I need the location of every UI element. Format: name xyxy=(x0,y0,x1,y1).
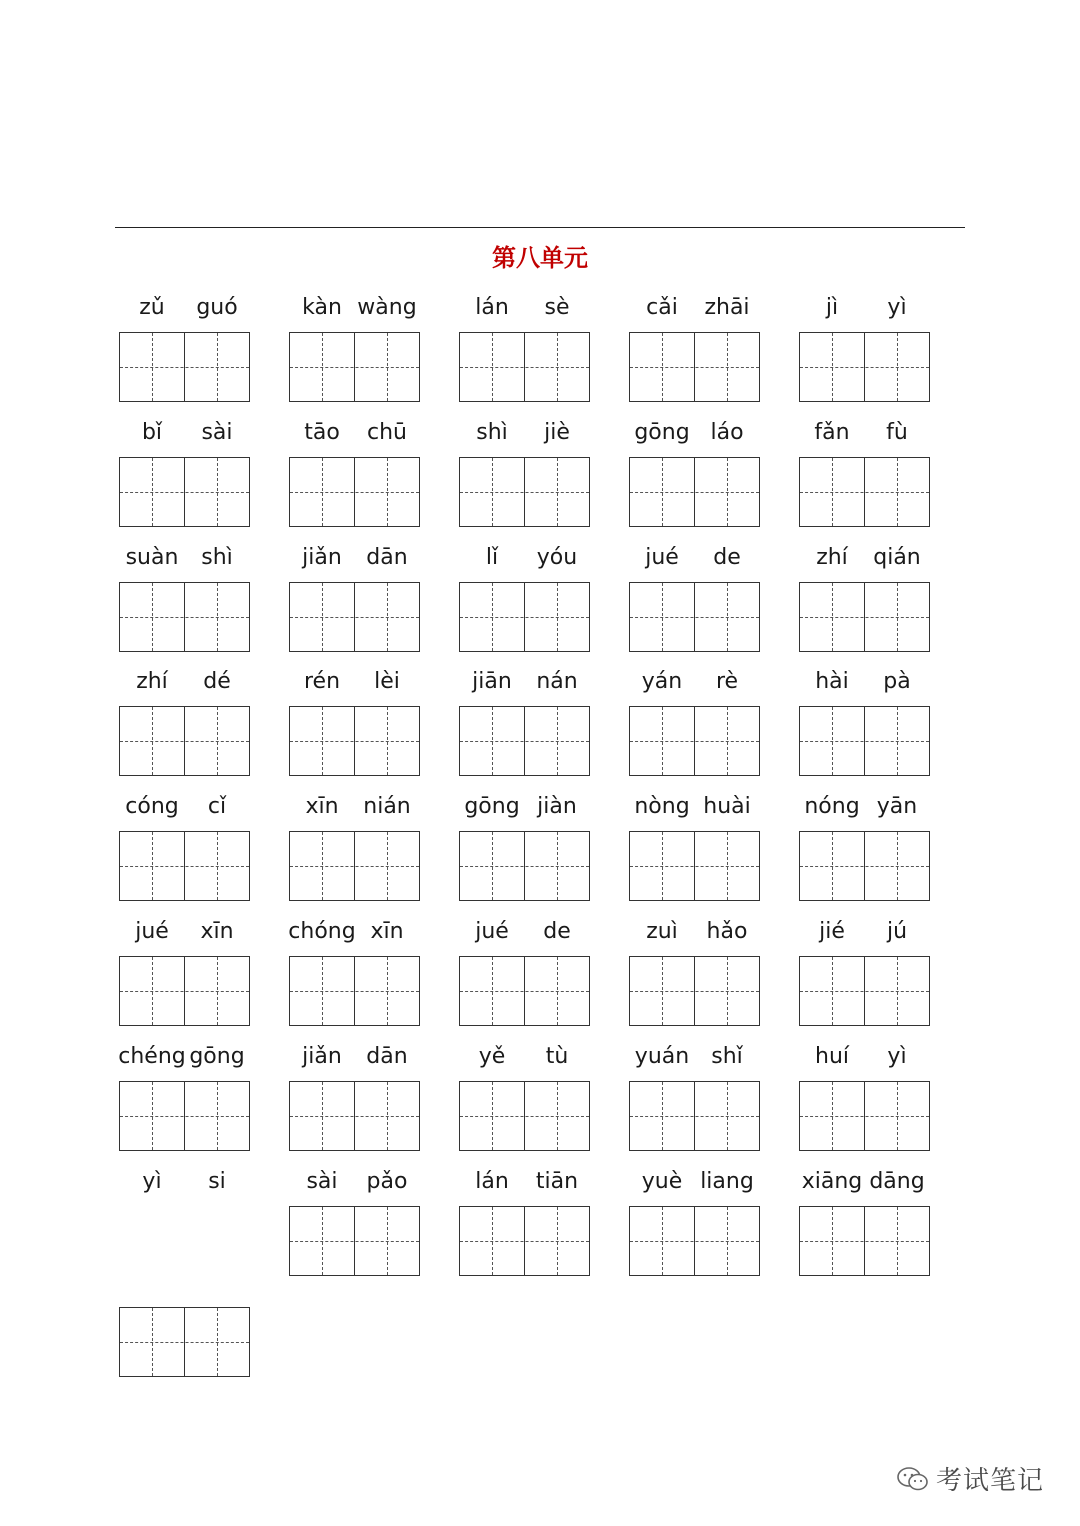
grid-guide-line xyxy=(492,1207,493,1275)
grid-guide-line xyxy=(630,991,759,992)
grid-guide-line xyxy=(897,333,898,401)
grid-guide-line xyxy=(630,492,759,493)
pinyin-syllable: hài xyxy=(815,669,849,694)
unit-title: 第八单元 xyxy=(492,244,588,272)
writing-box[interactable] xyxy=(289,706,420,776)
grid-guide-line xyxy=(492,707,493,775)
grid-guide-line xyxy=(897,707,898,775)
pinyin-syllable: jué xyxy=(475,919,509,944)
pinyin-syllable: kàn xyxy=(302,295,342,320)
grid-guide-line xyxy=(152,832,153,900)
grid-guide-line xyxy=(662,458,663,526)
pinyin-syllable: yān xyxy=(876,794,918,819)
grid-guide-line xyxy=(152,1082,153,1150)
writing-box[interactable] xyxy=(459,582,590,652)
writing-box[interactable] xyxy=(459,457,590,527)
writing-box[interactable] xyxy=(119,956,250,1026)
pinyin-syllable: chóng xyxy=(288,919,356,944)
pinyin-syllable: xīn xyxy=(200,919,234,944)
grid-guide-line xyxy=(120,1342,249,1343)
writing-box[interactable] xyxy=(119,1081,250,1151)
grid-guide-line xyxy=(460,991,589,992)
pinyin-syllable: de xyxy=(543,919,571,944)
grid-guide-line xyxy=(290,991,419,992)
grid-guide-line xyxy=(217,832,218,900)
grid-guide-line xyxy=(152,707,153,775)
pinyin-syllable: yuán xyxy=(634,1044,690,1069)
writing-box[interactable] xyxy=(629,582,760,652)
pinyin-syllable: pà xyxy=(883,669,911,694)
grid-guide-line xyxy=(832,583,833,651)
writing-box[interactable] xyxy=(289,831,420,901)
grid-guide-line xyxy=(217,707,218,775)
grid-guide-line xyxy=(460,1241,589,1242)
writing-box[interactable] xyxy=(289,956,420,1026)
grid-guide-line xyxy=(290,1241,419,1242)
pinyin-syllable: jiǎn xyxy=(302,545,342,570)
pinyin-syllable: sài xyxy=(306,1169,338,1194)
grid-guide-line xyxy=(832,957,833,1025)
writing-box[interactable] xyxy=(629,831,760,901)
grid-guide-line xyxy=(460,617,589,618)
grid-guide-line xyxy=(727,583,728,651)
grid-guide-line xyxy=(217,583,218,651)
pinyin-syllable: rè xyxy=(715,669,739,694)
wechat-icon xyxy=(896,1465,930,1493)
top-rule xyxy=(115,227,965,228)
grid-guide-line xyxy=(832,458,833,526)
grid-guide-line xyxy=(290,866,419,867)
pinyin-syllable: xīn xyxy=(370,919,404,944)
grid-guide-line xyxy=(727,957,728,1025)
pinyin-syllable: dān xyxy=(366,1044,408,1069)
pinyin-syllable: chéng xyxy=(118,1044,186,1069)
grid-guide-line xyxy=(492,957,493,1025)
writing-box[interactable] xyxy=(629,332,760,402)
pinyin-syllable: nán xyxy=(536,669,578,694)
pinyin-syllable: yì xyxy=(887,295,907,320)
pinyin-syllable: tāo xyxy=(304,420,340,445)
pinyin-syllable: zhí xyxy=(816,545,848,570)
writing-box[interactable] xyxy=(799,706,930,776)
writing-box[interactable] xyxy=(119,706,250,776)
grid-guide-line xyxy=(800,1116,929,1117)
pinyin-syllable: lán xyxy=(475,1169,509,1194)
pinyin-syllable: nián xyxy=(363,794,411,819)
pinyin-syllable: yě xyxy=(478,1044,506,1069)
grid-guide-line xyxy=(557,583,558,651)
watermark-text: 考试笔记 xyxy=(936,1466,1045,1496)
grid-guide-line xyxy=(662,1207,663,1275)
pinyin-syllable: pǎo xyxy=(366,1169,408,1194)
pinyin-syllable: jì xyxy=(825,295,839,320)
grid-guide-line xyxy=(727,333,728,401)
grid-guide-line xyxy=(492,583,493,651)
grid-guide-line xyxy=(727,1082,728,1150)
pinyin-syllable: yóu xyxy=(536,545,578,570)
grid-guide-line xyxy=(662,1082,663,1150)
grid-guide-line xyxy=(120,1116,249,1117)
grid-guide-line xyxy=(800,492,929,493)
pinyin-syllable: zhí xyxy=(136,669,168,694)
pinyin-syllable: sè xyxy=(544,295,570,320)
grid-guide-line xyxy=(322,458,323,526)
grid-guide-line xyxy=(557,1207,558,1275)
grid-guide-line xyxy=(120,991,249,992)
pinyin-syllable: jué xyxy=(645,545,679,570)
grid-guide-line xyxy=(290,617,419,618)
grid-guide-line xyxy=(662,832,663,900)
pinyin-syllable: bǐ xyxy=(141,420,163,445)
grid-guide-line xyxy=(662,707,663,775)
grid-guide-line xyxy=(557,458,558,526)
grid-guide-line xyxy=(800,1241,929,1242)
grid-guide-line xyxy=(832,1082,833,1150)
grid-guide-line xyxy=(120,492,249,493)
grid-guide-line xyxy=(727,832,728,900)
grid-guide-line xyxy=(120,866,249,867)
pinyin-syllable: cǎi xyxy=(646,295,678,320)
grid-guide-line xyxy=(217,1308,218,1376)
pinyin-syllable: shì xyxy=(476,420,508,445)
pinyin-syllable: dān xyxy=(366,545,408,570)
grid-guide-line xyxy=(662,583,663,651)
pinyin-syllable: jué xyxy=(135,919,169,944)
pinyin-syllable: huí xyxy=(815,1044,849,1069)
grid-guide-line xyxy=(290,741,419,742)
grid-guide-line xyxy=(897,1207,898,1275)
pinyin-syllable: yì xyxy=(142,1169,162,1194)
grid-guide-line xyxy=(322,832,323,900)
grid-guide-line xyxy=(557,333,558,401)
writing-box[interactable] xyxy=(459,956,590,1026)
writing-box[interactable] xyxy=(629,1206,760,1276)
grid-guide-line xyxy=(800,991,929,992)
grid-guide-line xyxy=(217,333,218,401)
grid-guide-line xyxy=(492,1082,493,1150)
pinyin-syllable: fù xyxy=(886,420,908,445)
pinyin-syllable: jiān xyxy=(472,669,512,694)
watermark xyxy=(896,1460,1044,1497)
pinyin-syllable: cǐ xyxy=(207,794,227,819)
writing-box[interactable] xyxy=(459,1081,590,1151)
pinyin-syllable: lǐ xyxy=(485,545,499,570)
pinyin-syllable: si xyxy=(208,1169,226,1194)
writing-box[interactable] xyxy=(799,332,930,402)
pinyin-syllable: lèi xyxy=(374,669,400,694)
pinyin-syllable: shǐ xyxy=(711,1044,743,1069)
grid-guide-line xyxy=(460,1116,589,1117)
pinyin-syllable: suàn xyxy=(125,545,179,570)
writing-box[interactable] xyxy=(289,582,420,652)
writing-box[interactable] xyxy=(459,332,590,402)
writing-box[interactable] xyxy=(119,582,250,652)
writing-box[interactable] xyxy=(799,1081,930,1151)
grid-guide-line xyxy=(152,583,153,651)
writing-box[interactable] xyxy=(119,1307,250,1377)
grid-guide-line xyxy=(630,367,759,368)
pinyin-syllable: yì xyxy=(887,1044,907,1069)
pinyin-syllable: chū xyxy=(367,420,407,445)
grid-guide-line xyxy=(387,832,388,900)
grid-guide-line xyxy=(630,1241,759,1242)
grid-guide-line xyxy=(832,333,833,401)
grid-guide-line xyxy=(120,741,249,742)
writing-box[interactable] xyxy=(629,457,760,527)
grid-guide-line xyxy=(800,617,929,618)
pinyin-syllable: huài xyxy=(703,794,751,819)
grid-guide-line xyxy=(630,617,759,618)
pinyin-syllable: gōng xyxy=(464,794,520,819)
grid-guide-line xyxy=(387,707,388,775)
pinyin-syllable: dé xyxy=(203,669,231,694)
pinyin-syllable: zhāi xyxy=(704,295,750,320)
grid-guide-line xyxy=(322,707,323,775)
writing-box[interactable] xyxy=(119,457,250,527)
grid-guide-line xyxy=(557,1082,558,1150)
grid-guide-line xyxy=(387,1082,388,1150)
grid-guide-line xyxy=(290,1116,419,1117)
writing-box[interactable] xyxy=(459,831,590,901)
grid-guide-line xyxy=(290,367,419,368)
writing-box[interactable] xyxy=(119,332,250,402)
grid-guide-line xyxy=(120,367,249,368)
grid-guide-line xyxy=(630,741,759,742)
pinyin-syllable: jiàn xyxy=(537,794,577,819)
grid-guide-line xyxy=(460,367,589,368)
pinyin-syllable: jiè xyxy=(544,420,570,445)
pinyin-syllable: cóng xyxy=(125,794,179,819)
writing-box[interactable] xyxy=(459,706,590,776)
grid-guide-line xyxy=(897,957,898,1025)
grid-guide-line xyxy=(727,458,728,526)
grid-guide-line xyxy=(322,1207,323,1275)
pinyin-syllable: nòng xyxy=(634,794,690,819)
pinyin-syllable: jiǎn xyxy=(302,1044,342,1069)
grid-guide-line xyxy=(492,333,493,401)
pinyin-syllable: gōng xyxy=(189,1044,245,1069)
pinyin-syllable: yuè xyxy=(641,1169,683,1194)
pinyin-syllable: wàng xyxy=(357,295,417,320)
grid-guide-line xyxy=(217,957,218,1025)
pinyin-syllable: láo xyxy=(710,420,744,445)
grid-guide-line xyxy=(152,458,153,526)
pinyin-syllable: lán xyxy=(475,295,509,320)
pinyin-syllable: xiāng xyxy=(801,1169,863,1194)
writing-box[interactable] xyxy=(799,457,930,527)
grid-guide-line xyxy=(120,617,249,618)
pinyin-syllable: zuì xyxy=(646,919,678,944)
writing-box[interactable] xyxy=(289,1206,420,1276)
writing-box[interactable] xyxy=(629,956,760,1026)
grid-guide-line xyxy=(460,866,589,867)
grid-guide-line xyxy=(322,957,323,1025)
grid-guide-line xyxy=(897,1082,898,1150)
grid-guide-line xyxy=(492,832,493,900)
grid-guide-line xyxy=(897,583,898,651)
writing-box[interactable] xyxy=(119,831,250,901)
writing-box[interactable] xyxy=(629,706,760,776)
writing-box[interactable] xyxy=(459,1206,590,1276)
grid-guide-line xyxy=(800,866,929,867)
grid-guide-line xyxy=(800,741,929,742)
grid-guide-line xyxy=(832,1207,833,1275)
grid-guide-line xyxy=(152,957,153,1025)
grid-guide-line xyxy=(662,957,663,1025)
writing-box[interactable] xyxy=(289,332,420,402)
grid-guide-line xyxy=(727,1207,728,1275)
grid-guide-line xyxy=(387,333,388,401)
pinyin-syllable: hǎo xyxy=(706,919,748,944)
pinyin-syllable: qián xyxy=(873,545,921,570)
pinyin-syllable: rén xyxy=(303,669,341,694)
grid-guide-line xyxy=(832,832,833,900)
grid-guide-line xyxy=(152,333,153,401)
grid-guide-line xyxy=(217,1082,218,1150)
writing-box[interactable] xyxy=(799,831,930,901)
grid-guide-line xyxy=(557,707,558,775)
grid-guide-line xyxy=(897,458,898,526)
writing-box[interactable] xyxy=(799,582,930,652)
pinyin-syllable: yán xyxy=(641,669,683,694)
grid-guide-line xyxy=(460,492,589,493)
pinyin-syllable: sài xyxy=(201,420,233,445)
grid-guide-line xyxy=(727,707,728,775)
grid-guide-line xyxy=(387,583,388,651)
grid-guide-line xyxy=(630,1116,759,1117)
grid-guide-line xyxy=(322,333,323,401)
pinyin-syllable: tù xyxy=(545,1044,569,1069)
grid-guide-line xyxy=(387,957,388,1025)
grid-guide-line xyxy=(460,741,589,742)
grid-guide-line xyxy=(217,458,218,526)
pinyin-syllable: shì xyxy=(201,545,233,570)
grid-guide-line xyxy=(800,367,929,368)
grid-guide-line xyxy=(152,1308,153,1376)
pinyin-syllable: jié xyxy=(819,919,845,944)
writing-box[interactable] xyxy=(289,1081,420,1151)
writing-box[interactable] xyxy=(629,1081,760,1151)
pinyin-syllable: gōng xyxy=(634,420,690,445)
pinyin-syllable: fǎn xyxy=(814,420,850,445)
grid-guide-line xyxy=(630,866,759,867)
pinyin-syllable: jú xyxy=(886,919,908,944)
grid-guide-line xyxy=(322,583,323,651)
grid-guide-line xyxy=(290,492,419,493)
pinyin-syllable: liang xyxy=(700,1169,754,1194)
pinyin-syllable: de xyxy=(713,545,741,570)
grid-guide-line xyxy=(832,707,833,775)
pinyin-syllable: guó xyxy=(196,295,238,320)
grid-guide-line xyxy=(662,333,663,401)
grid-guide-line xyxy=(492,458,493,526)
grid-guide-line xyxy=(387,1207,388,1275)
grid-guide-line xyxy=(557,957,558,1025)
pinyin-syllable: nóng xyxy=(804,794,860,819)
grid-guide-line xyxy=(322,1082,323,1150)
writing-box[interactable] xyxy=(289,457,420,527)
grid-guide-line xyxy=(387,458,388,526)
grid-guide-line xyxy=(557,832,558,900)
writing-box[interactable] xyxy=(799,1206,930,1276)
pinyin-syllable: dāng xyxy=(869,1169,925,1194)
pinyin-syllable: zǔ xyxy=(139,295,165,320)
pinyin-syllable: xīn xyxy=(305,794,339,819)
pinyin-syllable: tiān xyxy=(535,1169,579,1194)
grid-guide-line xyxy=(897,832,898,900)
writing-box[interactable] xyxy=(799,956,930,1026)
